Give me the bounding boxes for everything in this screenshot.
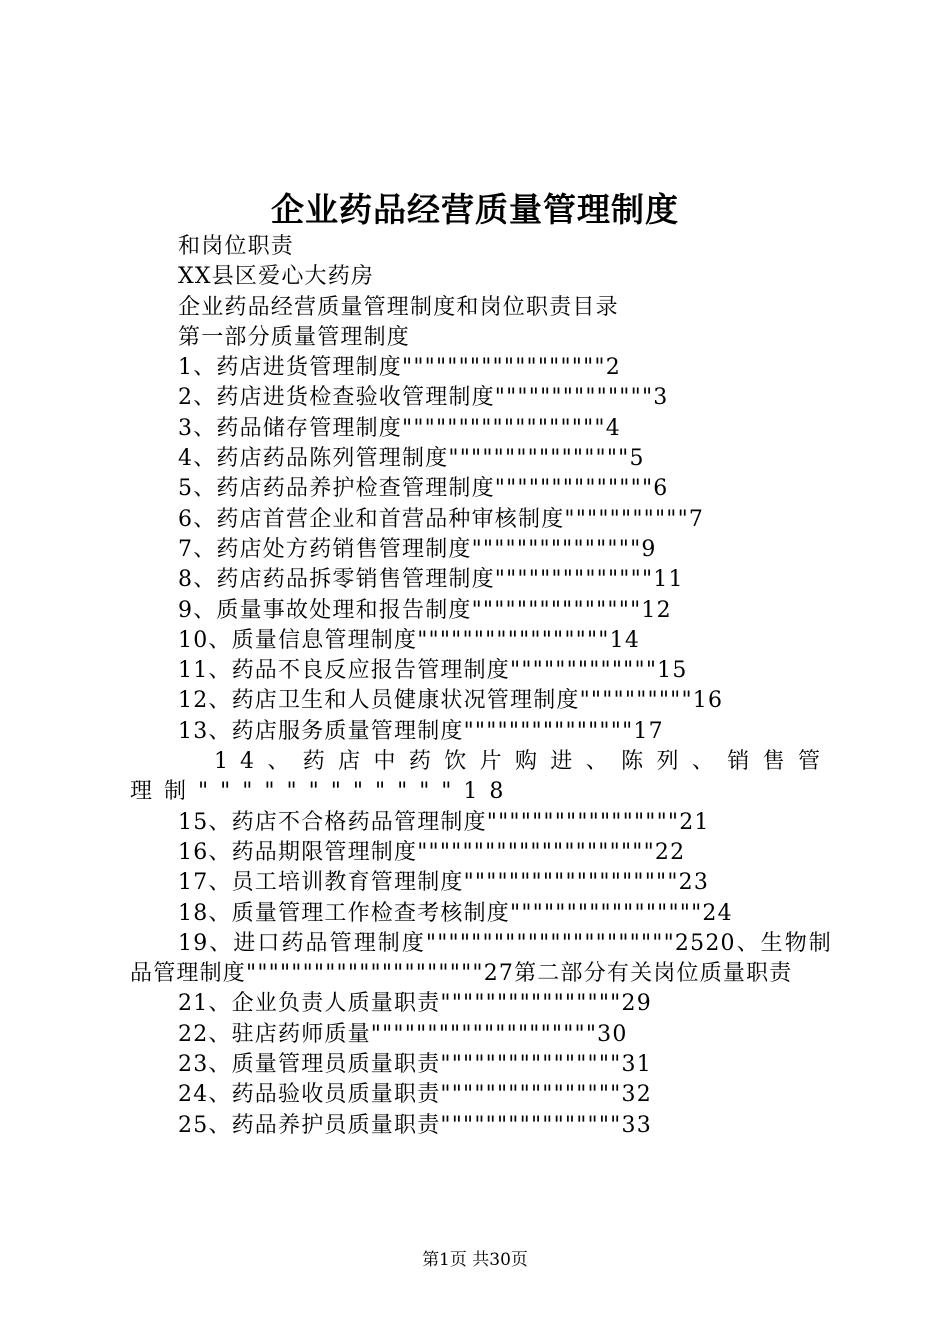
toc-entry: 24、药品验收员质量职责""""""""""""""""32 <box>178 1082 652 1108</box>
toc-entry-wrapped: 19、进口药品管理制度""""""""""""""""""""""2520、生物制品管理制度"""""""""""""""""""""27第二部分有关岗位质量职责 <box>130 930 832 987</box>
toc-entry: 4、药店药品陈列管理制度""""""""""""""""5 <box>178 446 645 472</box>
text-line: XX县区爱心大药房 <box>178 264 375 290</box>
toc-entry: 15、药店不合格药品管理制度"""""""""""""""""21 <box>178 809 710 835</box>
toc-entry: 12、药店卫生和人员健康状况管理制度""""""""""16 <box>178 688 724 714</box>
toc-entry: 6、药店首营企业和首营品种审核制度"""""""""""7 <box>178 506 705 532</box>
toc-entry: 3、药品储存管理制度""""""""""""""""""4 <box>178 415 621 441</box>
section-heading: 第一部分质量管理制度 <box>178 324 411 350</box>
toc-entry: 7、药店处方药销售管理制度"""""""""""""""9 <box>178 536 657 562</box>
toc-entry: 1、药店进货管理制度""""""""""""""""""2 <box>178 355 621 381</box>
toc-entry: 2、药店进货检查验收管理制度""""""""""""""3 <box>178 385 669 411</box>
toc-entry: 16、药品期限管理制度"""""""""""""""""""""22 <box>178 839 686 865</box>
toc-entry: 10、质量信息管理制度"""""""""""""""""14 <box>178 627 641 653</box>
toc-entry: 22、驻店药师质量""""""""""""""""""""30 <box>178 1021 628 1047</box>
document-body <box>130 232 832 1141</box>
toc-entry: 8、药店药品拆零销售管理制度""""""""""""""11 <box>178 567 684 593</box>
toc-entry: 18、质量管理工作检查考核制度"""""""""""""""""24 <box>178 900 733 926</box>
document-title: 企业药品经营质量管理制度 <box>271 190 679 229</box>
toc-entry: 17、员工培训教育管理制度"""""""""""""""""""23 <box>178 870 710 896</box>
toc-entry: 23、质量管理员质量职责""""""""""""""""31 <box>178 1052 652 1078</box>
toc-entry: 9、质量事故处理和报告制度"""""""""""""""12 <box>178 597 672 623</box>
toc-entry: 5、药店药品养护检查管理制度""""""""""""""6 <box>178 476 669 502</box>
toc-entry: 25、药品养护员质量职责""""""""""""""""33 <box>178 1112 652 1138</box>
toc-entry: 11、药品不良反应报告管理制度"""""""""""""15 <box>178 658 688 684</box>
toc-entry-wrapped: 14、药店中药饮片购进、陈列、销售管理制""""""""""""18 <box>130 749 832 805</box>
text-line: 企业药品经营质量管理制度和岗位职责目录 <box>178 294 619 320</box>
page-number: 第1页 共30页 <box>422 1250 528 1270</box>
toc-entry: 13、药店服务质量管理制度"""""""""""""""17 <box>178 718 664 744</box>
text-line: 和岗位职责 <box>178 234 295 259</box>
toc-entry: 21、企业负责人质量职责""""""""""""""""29 <box>178 991 652 1017</box>
